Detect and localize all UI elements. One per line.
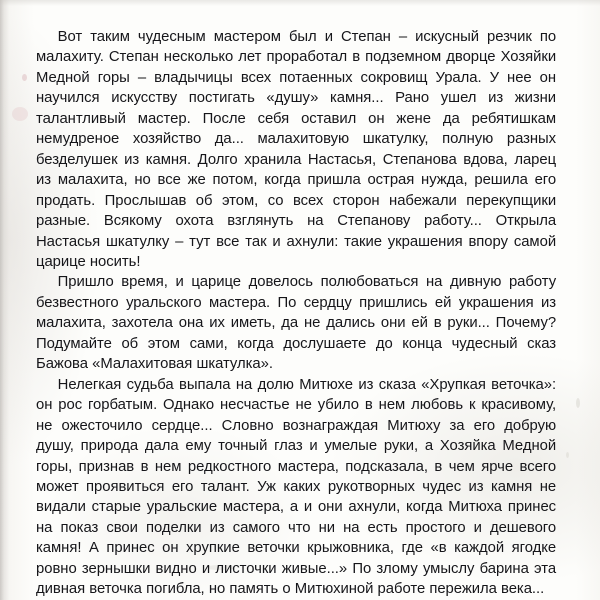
body-paragraph-3: Нелегкая судьба выпала на долю Митюхе из сказа «Хрупкая веточка»: он рос горбатым. Однако несчастье не убило в нем любовь к красивому, не ожесточило сердце... Словно вознаграждая Митюху за его добрую душу, природа дала ему точный глаз и умелые руки, а Хозяйка Медной горы, признав в нем редкостного мастера, подсказала, в чем ярче всего может проявиться его талант. Уж каких рукотворных чудес из камня не видали старые уральские мастера, а и они ахнули, когда Митюха принес на показ свои поделки из самого что ни на есть простого и дешевого камня! А принес он хрупкие веточки крыжовника, где «в каждой ягодке ровно зернышки видно и листочки живые...» По злому умыслу барина эта дивная веточка погибла, но память о Митюхиной работе пережила века...	[36, 375, 561, 598]
scan-artifact-speck	[12, 107, 28, 121]
body-paragraph-1: Вот таким чудесным мастером был и Степан – искусный резчик по малахиту. Степан несколько лет проработал в подземном дворце Хозяйки Медной горы – владычицы всех потаенных сокровищ Урала. У нее он научился искусству постигать «душу» камня... Рано ушел из жизни талантливый мастер. После себя оставил он жене да ребятишкам немудреное хозяйство да... малахитовую шкатулку, полную разных безделушек из камня. Долго хранила Настасья, Степанова вдова, ларец из малахита, но все же потом, когда пришла острая нужда, решила его продать. Прослышав об этом, со всех сторон набежали перекупщики разные. Всякому охота взглянуть на Степанову работу... Открыла Настасья шкатулку – тут все так и ахнули: такие украшения впору самой царице носить!	[36, 28, 561, 270]
body-paragraph-2: Пришло время, и царице довелось полюбоваться на дивную работу безвестного уральского мастера. По сердцу пришлись ей украшения из малахита, захотела она их иметь, да не дались они ей в руки... Почему? Подумайте об этом сами, когда дослушаете до конца чудесный сказ Бажова «Малахитовая шкатулка».	[36, 273, 561, 373]
scan-top-edge-shadow	[0, 0, 600, 6]
document-text-body	[36, 27, 564, 600]
scan-left-edge-shadow	[0, 0, 9, 600]
scan-artifact-speck	[576, 398, 580, 408]
scan-artifact-speck	[566, 452, 569, 458]
scan-artifact-speck	[22, 74, 27, 81]
